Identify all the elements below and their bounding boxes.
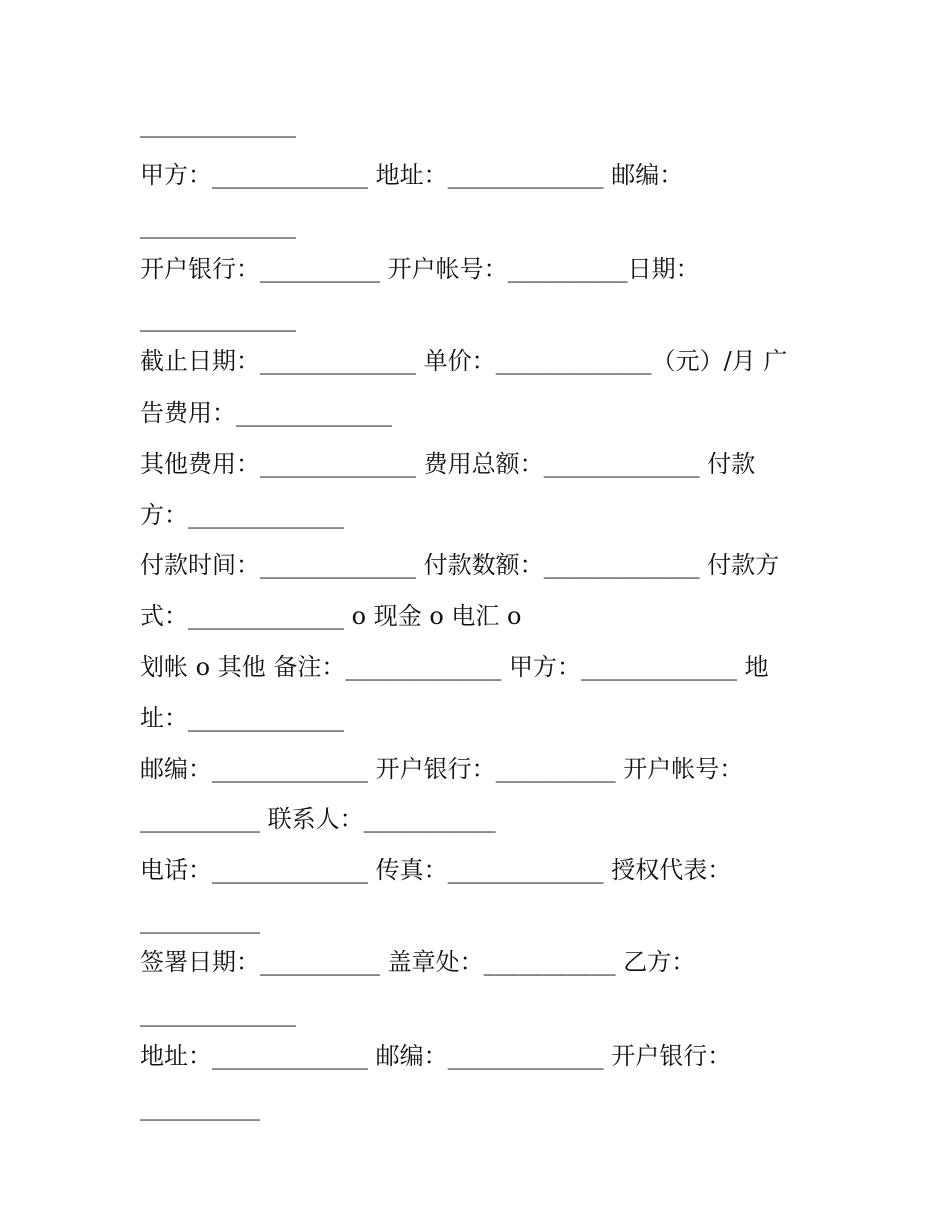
text-line: _____________ xyxy=(140,211,296,239)
text-line: 划帐 o 其他 备注：_____________ 甲方：_____________ 地 xyxy=(140,653,769,681)
text-line: 甲方：_____________ 地址：_____________ 邮编： xyxy=(140,161,684,189)
text-line: 电话：_____________ 传真：_____________ 授权代表： xyxy=(140,856,732,884)
text-line: _____________ xyxy=(140,999,296,1027)
text-line: 截止日期：_____________ 单价：_____________（元）/月 广 xyxy=(140,347,788,375)
text-line: 式：_____________ o 现金 o 电汇 o xyxy=(140,602,522,630)
text-line: _____________ xyxy=(140,304,296,332)
text-line: 地址：_____________ 邮编：_____________ 开户银行： xyxy=(140,1042,732,1070)
text-line: 其他费用：_____________ 费用总额：_____________ 付款 xyxy=(140,450,756,478)
text-line: __________ xyxy=(140,1093,260,1121)
text-line: __________ xyxy=(140,906,260,934)
text-line: 告费用：_____________ xyxy=(140,399,392,427)
text-line: 付款时间：_____________ 付款数额：_____________ 付款方 xyxy=(140,551,780,579)
text-line: 开户银行：__________ 开户帐号：__________日期： xyxy=(140,255,700,283)
text-line: 签署日期：__________ 盖章处：___________ 乙方： xyxy=(140,948,696,976)
text-line: 邮编：_____________ 开户银行：__________ 开户帐号： xyxy=(140,755,744,783)
text-line: __________ 联系人：___________ xyxy=(140,805,496,833)
text-line: 方：_____________ xyxy=(140,501,344,529)
text-line: 址：_____________ xyxy=(140,704,344,732)
text-line: _____________ xyxy=(140,110,296,138)
